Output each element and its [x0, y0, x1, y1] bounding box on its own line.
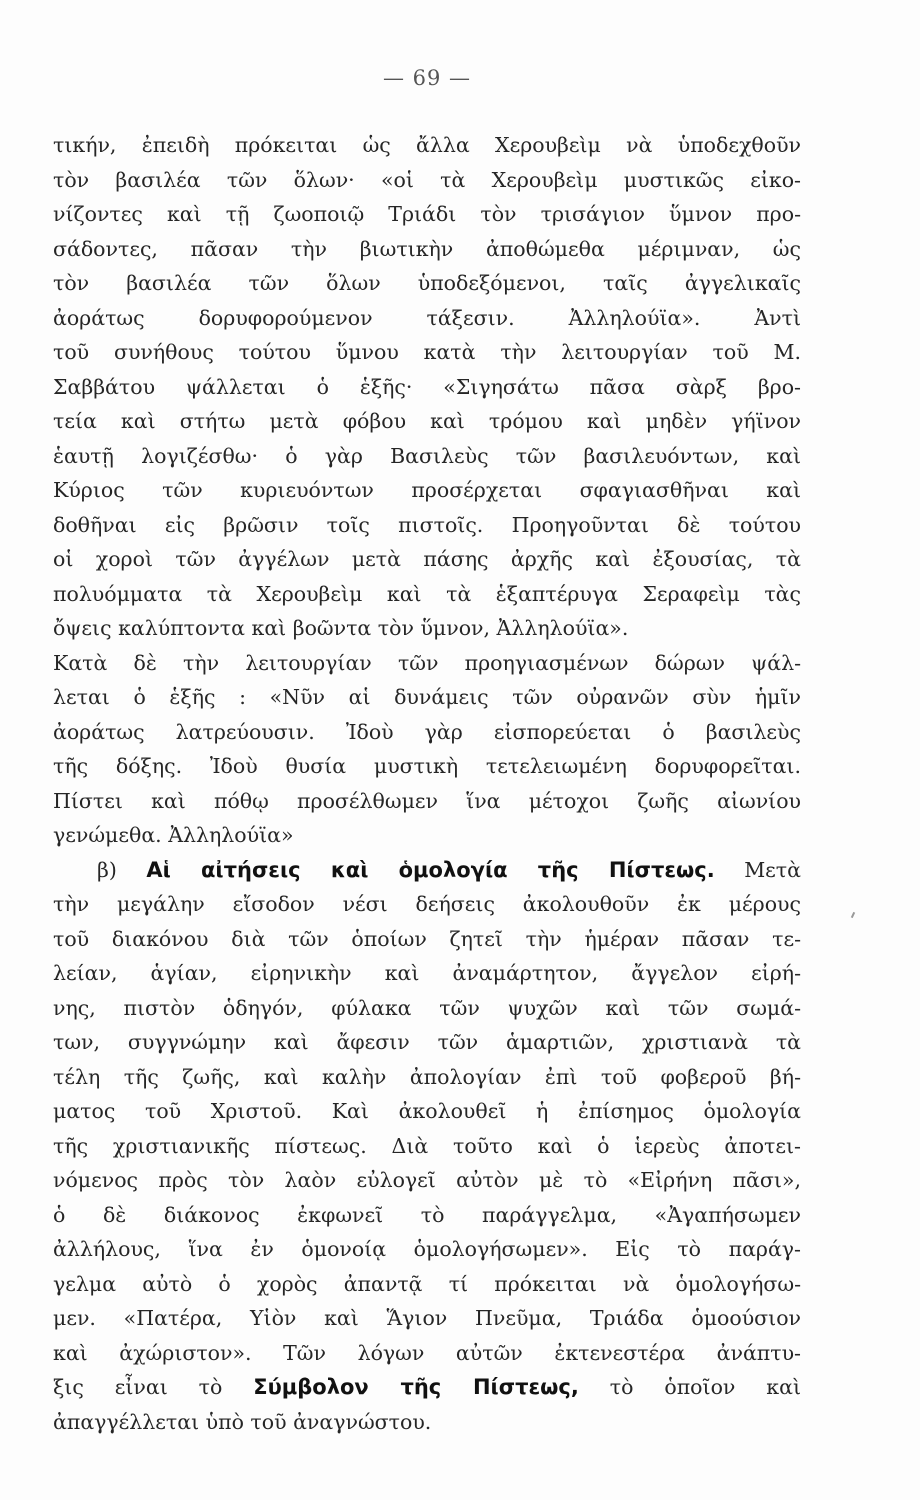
text-line: τοῦ διακόνου διὰ τῶν ὁποίων ζητεῖ τὴν ἡμέραν πᾶσαν τε-: [53, 926, 801, 951]
text-line: τῆς δόξης. Ἰδοὺ θυσία μυστικὴ τετελειωμένη δορυφορεῖται.: [53, 754, 801, 778]
text-line: δοθῆναι εἰς βρῶσιν τοῖς πιστοῖς. Προηγοῦνται δὲ τούτου: [53, 512, 801, 537]
symbol-line-before: ξις εἶναι τὸ: [53, 1375, 223, 1399]
text-line: οἱ χοροὶ τῶν ἀγγέλων μετὰ πάσης ἀρχῆς καὶ ἐξουσίας, τὰ: [53, 547, 801, 571]
heading-continuation: Μετὰ: [744, 857, 801, 882]
text-line: τὸν βασιλέα τῶν ὅλων· «οἱ τὰ Χερουβεὶμ μυστικῶς εἰκο-: [53, 167, 801, 192]
text-line: γενώμεθα. Ἀλληλούϊα»: [53, 823, 294, 847]
text-line: ἀπαγγέλλεται ὑπὸ τοῦ ἀναγνώστου.: [53, 1409, 432, 1434]
text-line: τικήν, ἐπειδὴ πρόκειται ὡς ἄλλα Χερουβεὶμ νὰ ὑποδεχθοῦν: [53, 133, 801, 157]
text-line: ἀλλήλους, ἵνα ἐν ὁμονοίᾳ ὁμολογήσωμεν». Εἰς τὸ παράγ-: [53, 1237, 801, 1261]
section-heading-line: [53, 853, 801, 888]
section-title: Αἱ αἰτήσεις καὶ ὁμολογία τῆς Πίστεως.: [146, 857, 715, 882]
text-line: τεία καὶ στήτω μετὰ φόβου καὶ τρόμου καὶ μηδὲν γήϊνον: [53, 409, 801, 433]
text-line: τῆς χριστιανικῆς πίστεως. Διὰ τοῦτο καὶ ὁ ἱερεὺς ἀποτει-: [53, 1133, 801, 1158]
text-line: ὁ δὲ διάκονος ἐκφωνεῖ τὸ παράγγελμα, «Ἀγαπήσωμεν: [53, 1202, 801, 1227]
text-line: Πίστει καὶ πόθῳ προσέλθωμεν ἵνα μέτοχοι ζωῆς αἰωνίου: [53, 788, 801, 813]
text-line: γελμα αὐτὸ ὁ χορὸς ἀπαντᾷ τί πρόκειται νὰ ὁμολογήσω-: [53, 1271, 801, 1296]
body-text: [53, 128, 801, 1439]
text-line: λείαν, ἁγίαν, εἰρηνικὴν καὶ ἀναμάρτητον, ἄγγελον εἰρή-: [53, 961, 801, 985]
section-label: β): [97, 857, 117, 882]
text-line: Κύριος τῶν κυριευόντων προσέρχεται σφαγιασθῆναι καὶ: [53, 478, 801, 502]
text-line: ἑαυτῇ λογιζέσθω· ὁ γὰρ Βασιλεὺς τῶν βασιλευόντων, καὶ: [53, 443, 801, 468]
symbol-line: [53, 1370, 801, 1405]
symbol-title: Σύμβολον τῆς Πίστεως,: [253, 1375, 579, 1399]
text-line: ἀοράτως λατρεύουσιν. Ἰδοὺ γὰρ εἰσπορεύεται ὁ βασιλεὺς: [53, 719, 801, 744]
page-number: — 69 —: [382, 66, 472, 90]
text-line: ἀοράτως δορυφορούμενον τάξεσιν. Ἀλληλούϊα». Ἀντὶ: [53, 305, 801, 330]
text-line: Σαββάτου ψάλλεται ὁ ἑξῆς· «Σιγησάτω πᾶσα σὰρξ βρο-: [53, 374, 801, 399]
print-speck: [851, 912, 855, 918]
text-line: νίζοντες καὶ τῇ ζωοποιῷ Τριάδι τὸν τρισάγιον ὕμνον προ-: [53, 202, 801, 226]
text-line: μεν. «Πατέρα, Υἱὸν καὶ Ἅγιον Πνεῦμα, Τριάδα ὁμοούσιον: [53, 1306, 801, 1330]
text-line: τέλη τῆς ζωῆς, καὶ καλὴν ἀπολογίαν ἐπὶ τοῦ φοβεροῦ βή-: [53, 1064, 801, 1089]
text-line: ὄψεις καλύπτοντα καὶ βοῶντα τὸν ὕμνον, Ἀλληλούϊα».: [53, 616, 629, 640]
text-line: νης, πιστὸν ὁδηγόν, φύλακα τῶν ψυχῶν καὶ τῶν σωμά-: [53, 995, 801, 1020]
text-line: πολυόμματα τὰ Χερουβεὶμ καὶ τὰ ἑξαπτέρυγα Σεραφεὶμ τὰς: [53, 581, 801, 606]
text-line: τοῦ συνήθους τούτου ὕμνου κατὰ τὴν λειτουργίαν τοῦ Μ.: [53, 340, 801, 364]
text-line: λεται ὁ ἑξῆς : «Νῦν αἱ δυνάμεις τῶν οὐρανῶν σὺν ἡμῖν: [53, 685, 801, 709]
text-line: ματος τοῦ Χριστοῦ. Καὶ ἀκολουθεῖ ἡ ἐπίσημος ὁμολογία: [53, 1099, 801, 1123]
symbol-line-after: τὸ ὁποῖον καὶ: [609, 1375, 801, 1399]
text-line: Κατὰ δὲ τὴν λειτουργίαν τῶν προηγιασμένων δώρων ψάλ-: [53, 650, 801, 675]
text-line: καὶ ἀχώριστον». Τῶν λόγων αὐτῶν ἐκτενεστέρα ἀνάπτυ-: [53, 1340, 801, 1365]
text-line: τὴν μεγάλην εἴσοδον νέσι δεήσεις ἀκολουθοῦν ἐκ μέρους: [53, 892, 801, 916]
text-line: σάδοντες, πᾶσαν τὴν βιωτικὴν ἀποθώμεθα μέριμναν, ὡς: [53, 236, 801, 261]
text-line: τὸν βασιλέα τῶν ὅλων ὑποδεξόμενοι, ταῖς ἀγγελικαῖς: [53, 271, 801, 295]
text-line: νόμενος πρὸς τὸν λαὸν εὐλογεῖ αὐτὸν μὲ τὸ «Εἰρήνη πᾶσι»,: [53, 1168, 801, 1192]
text-line: των, συγγνώμην καὶ ἄφεσιν τῶν ἁμαρτιῶν, χριστιανὰ τὰ: [53, 1030, 801, 1054]
